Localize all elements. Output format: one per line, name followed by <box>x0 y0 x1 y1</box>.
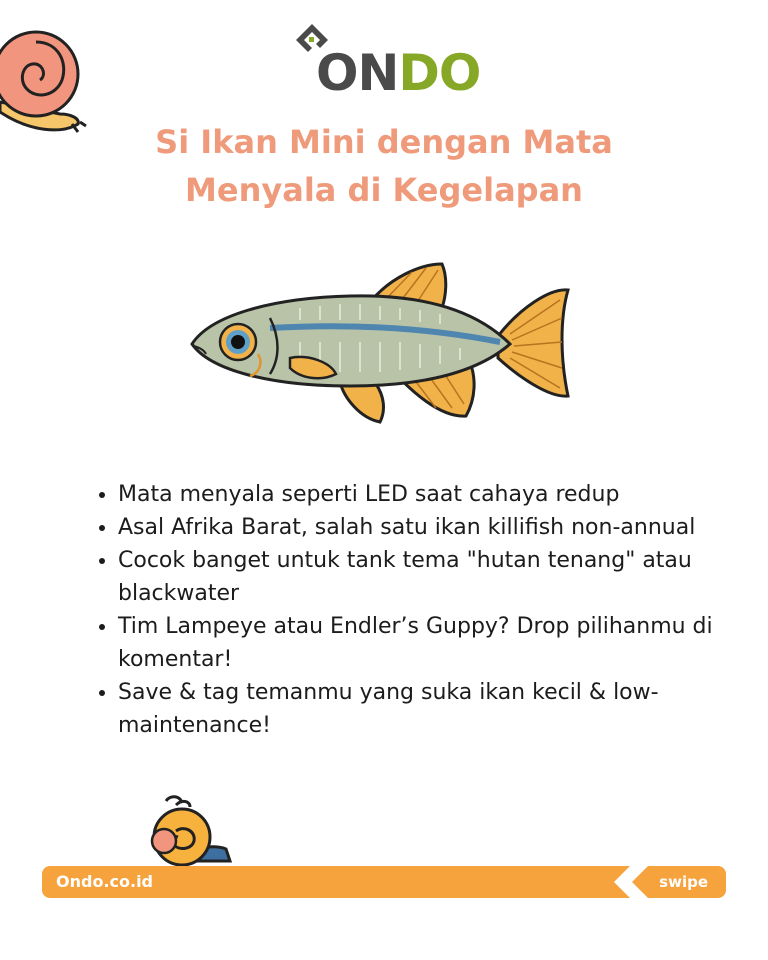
fact-list <box>94 478 718 742</box>
page-title <box>0 118 768 214</box>
ondo-logo <box>290 20 490 100</box>
snail-icon <box>140 795 240 867</box>
footer-site-link[interactable]: Ondo.co.id <box>56 872 154 891</box>
logo-wordmark <box>316 44 481 102</box>
logo-text-do: DO <box>398 44 481 102</box>
chevron-left-icon <box>608 866 648 898</box>
footer-bar <box>42 866 726 898</box>
list-item: • Mata menyala seperti LED saat cahaya redup <box>118 478 718 511</box>
fish-pelvic-fin <box>340 382 383 422</box>
title-line-1: Si Ikan Mini dengan Mata <box>155 123 613 161</box>
list-item: • Tim Lampeye atau Endler’s Guppy? Drop pilihanmu di komentar! <box>118 610 718 676</box>
list-item: • Asal Afrika Barat, salah satu ikan killifish non-annual <box>118 511 718 544</box>
list-item: • Save & tag temanmu yang suka ikan kecil & low-maintenance! <box>118 676 718 742</box>
title-line-2: Menyala di Kegelapan <box>185 171 583 209</box>
list-item: • Cocok banget untuk tank tema "hutan tenang" atau blackwater <box>118 544 718 610</box>
swipe-button[interactable]: swipe <box>659 873 708 891</box>
logo-text-on: ON <box>316 44 399 102</box>
lampeye-fish-illustration <box>180 258 580 433</box>
